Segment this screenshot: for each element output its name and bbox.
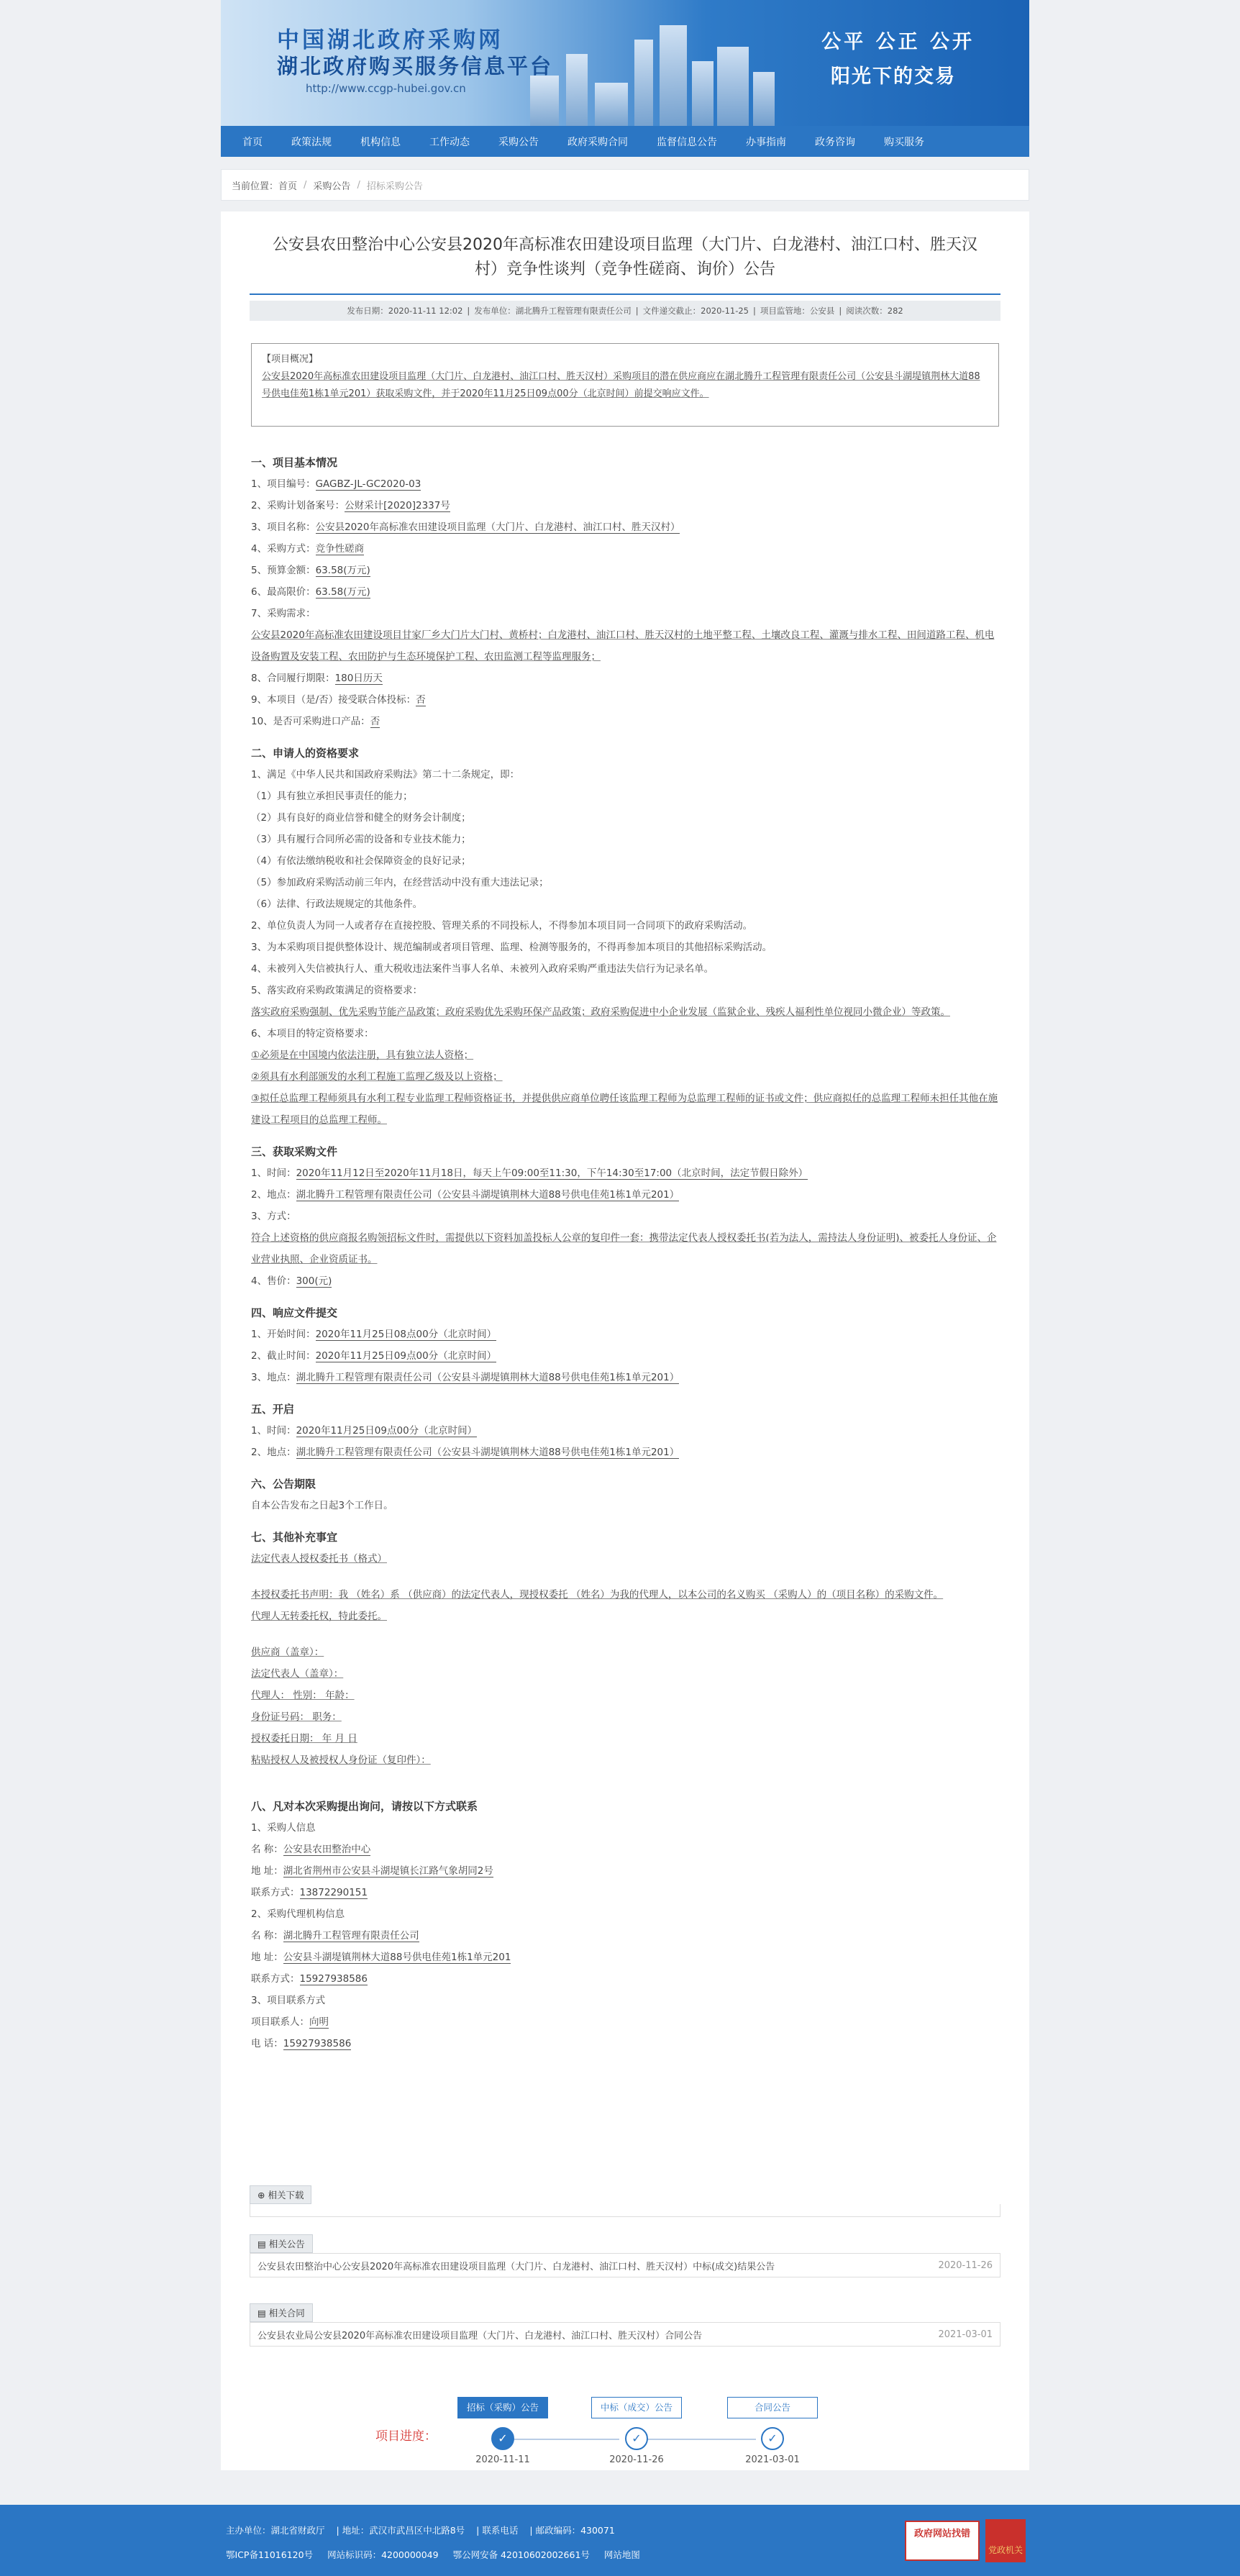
overview-title: 【项目概况】 [262, 354, 319, 365]
item-line: 10、是否可采购进口产品：否 [251, 716, 380, 727]
special-req: ②须具有水利部颁发的水利工程施工监理乙级及以上资格； [251, 1071, 503, 1083]
progress-date: 2020-11-11 [475, 2454, 530, 2465]
nav-contract[interactable]: 政府采购合同 [567, 136, 628, 148]
footer-contact-link[interactable]: 联系电话 [482, 2525, 519, 2536]
nav-supervision[interactable]: 监督信息公告 [657, 136, 717, 148]
section-heading: 七、其他补充事宜 [251, 1531, 338, 1544]
item-line: 9、本项目（是/否）接受联合体投标：否 [251, 694, 426, 706]
download-tab[interactable]: ⊕ 相关下载 [250, 2185, 311, 2204]
item-line: 代理人无转委托权，特此委托。 [251, 1611, 387, 1622]
related-contract-panel [250, 2303, 1000, 2347]
item-line: 5、预算金额：63.58(万元) [251, 565, 370, 576]
item-line: 本授权委托书声明：我 （姓名）系 （供应商）的法定代表人，现授权委托 （姓名）为我的代理人，以本公司的名义购买 （采购人）的（项目名称）的采购文件。 [251, 1589, 944, 1601]
item-line: 2、采购代理机构信息 [251, 1908, 345, 1920]
item-line: 2、地点：湖北腾升工程管理有限责任公司（公安县斗湖堤镇荆林大道88号供电佳苑1栋1单元201） [251, 1189, 680, 1201]
item-line: 联系方式：15927938586 [251, 1973, 368, 1985]
breadcrumb-current: 招标采购公告 [366, 181, 423, 192]
related-notice-panel [250, 2234, 1000, 2277]
project-overview-box [251, 343, 999, 427]
item-line: 1、项目编号：GAGBZ-JL-GC2020-03 [251, 478, 421, 490]
policy-text: 落实政府采购强制、优先采购节能产品政策；政府采购优先采购环保产品政策；政府采购促进中小企业发展（监狱企业、残疾人福利性单位视同小微企业）等政策。 [251, 1006, 950, 1018]
item-line: 法定代表人授权委托书（格式） [251, 1553, 387, 1565]
site-error-logo[interactable]: 政府网站找错 [905, 2521, 980, 2561]
meta-publisher: 发布单位：湖北腾升工程管理有限责任公司 [474, 306, 632, 316]
progress-label: 项目进度： [375, 2429, 437, 2444]
item-line: 地 址：湖北省荆州市公安县斗湖堤镇长江路气象胡同2号 [251, 1865, 493, 1877]
item-line: （3）具有履行合同所必需的设备和专业技术能力； [251, 834, 471, 845]
item-line: 2、截止时间：2020年11月25日09点00分（北京时间） [251, 1350, 497, 1362]
progress-date: 2021-03-01 [745, 2454, 800, 2465]
nav-service[interactable]: 购买服务 [884, 136, 924, 148]
item-line: 供应商（盖章）： [251, 1647, 324, 1658]
article-title: 公安县农田整治中心公安县2020年高标准农田建设项目监理（大门片、白龙港村、油江口村、胜天汉村）竞争性谈判（竞争性磋商、询价）公告 [273, 236, 977, 278]
site-url: http://www.ccgp-hubei.gov.cn [306, 82, 466, 95]
item-line: （6）法律、行政法规规定的其他条件。 [251, 898, 423, 910]
article-meta: 发布日期：2020-11-11 12:02 | 发布单位：湖北腾升工程管理有限责任公司 | 文件递交截止：2020-11-25 | 项目监管地：公安县 | 阅读次数：282 [250, 301, 1000, 321]
item-line: 1、时间：2020年11月25日09点00分（北京时间） [251, 1425, 478, 1437]
progress-line [507, 2439, 619, 2440]
site-subtitle: 湖北政府购买服务信息平台 [277, 54, 554, 78]
item-line: （1）具有独立承担民事责任的能力； [251, 791, 413, 802]
title-divider [250, 293, 1000, 295]
check-icon: ✓ [625, 2427, 648, 2450]
nav-home[interactable]: 首页 [242, 136, 263, 148]
item-line: 3、地点：湖北腾升工程管理有限责任公司（公安县斗湖堤镇荆林大道88号供电佳苑1栋1单元201） [251, 1372, 680, 1383]
download-icon: ⊕ [257, 2190, 268, 2200]
nav-guide[interactable]: 办事指南 [746, 136, 786, 148]
item-line: 身份证号码： 职务： [251, 1711, 342, 1723]
footer-address: 地址：武汉市武昌区中北路8号 [342, 2525, 465, 2536]
item-line: 6、最高限价：63.58(万元) [251, 586, 370, 598]
breadcrumb [221, 169, 1029, 201]
footer-police-link[interactable]: 鄂公网安备 42010602002661号 [452, 2549, 590, 2560]
project-progress [221, 2384, 1029, 2470]
footer-row-1: 主办单位：湖北省财政厅 | 地址：武汉市武昌区中北路8号 | 联系电话 | 邮政编码：430071 [226, 2525, 615, 2536]
section-heading: 六、公告期限 [251, 1478, 316, 1490]
main-nav [221, 126, 1029, 157]
section-heading: 二、申请人的资格要求 [251, 747, 360, 760]
item-line: 代理人： 性别： 年龄： [251, 1690, 355, 1701]
article-panel [221, 211, 1029, 2470]
breadcrumb-label: 当前位置： [232, 181, 279, 192]
section-heading: 四、响应文件提交 [251, 1306, 338, 1319]
method-text: 符合上述资格的供应商报名购领招标文件时，需提供以下资料加盖投标人公章的复印件一套：携带法定代表人授权委托书(若为法人，需持法人身份证明)、被委托人身份证、企业营业执照、企业资质证书。 [251, 1232, 997, 1265]
check-icon: ✓ [761, 2427, 784, 2450]
slogan-2: 阳光下的交易 [831, 65, 956, 88]
item-line: 名 称：湖北腾升工程管理有限责任公司 [251, 1930, 419, 1942]
breadcrumb-sep: / [304, 179, 307, 191]
item-line: 名 称：公安县农田整治中心 [251, 1844, 371, 1855]
item-line: 3、为本采购项目提供整体设计、规范编制或者项目管理、监理、检测等服务的，不得再参加本项目的其他招标采购活动。 [251, 942, 772, 953]
item-line: 授权委托日期： 年 月 日 [251, 1733, 357, 1744]
site-title: 中国湖北政府采购网 [277, 27, 503, 53]
requirement-text: 公安县2020年高标准农田建设项目甘家厂乡大门片大门村、黄桥村；白龙港村、油江口村、胜天汉村的土地平整工程、土壤改良工程、灌溉与排水工程、田间道路工程、机电设备购置及安装工程、农田防护与生态环境保护工程、农田监测工程等监理服务； [251, 629, 995, 663]
breadcrumb-notice[interactable]: 采购公告 [313, 181, 351, 192]
breadcrumb-sep: / [357, 179, 360, 191]
nav-notice[interactable]: 采购公告 [498, 136, 539, 148]
item-line: 2、采购计划备案号：公财采计[2020]2337号 [251, 500, 450, 511]
site-banner [221, 0, 1029, 126]
download-panel [250, 2185, 1000, 2217]
list-icon: ▤ [257, 2308, 269, 2318]
item-line: 1、采购人信息 [251, 1822, 316, 1834]
item-line: 5、落实政府采购政策满足的资格要求： [251, 985, 423, 996]
section-heading: 八、凡对本次采购提出询问，请按以下方式联系 [251, 1800, 478, 1813]
nav-consult[interactable]: 政务咨询 [815, 136, 855, 148]
item-line: 3、项目联系方式 [251, 1995, 326, 2006]
section-heading: 五、开启 [251, 1403, 295, 1416]
item-line: 3、方式： [251, 1211, 296, 1222]
special-req: ③拟任总监理工程师须具有水利工程专业监理工程师资格证书，并提供供应商单位聘任该监理工程师为总监理工程师的证书或文件；供应商拟任的总监理工程师未担任其他在施建设工程项目的总监理工程师。 [251, 1093, 998, 1126]
item-line: （2）具有良好的商业信誉和健全的财务会计制度； [251, 812, 471, 824]
item-line: 4、售价：300(元) [251, 1275, 332, 1287]
site-footer [0, 2505, 1240, 2576]
related-contract-item[interactable]: 公安县农业局公安县2020年高标准农田建设项目监理（大门片、白龙港村、油江口村、胜天汉村）合同公告 2021-03-01 [250, 2322, 1000, 2347]
item-line: 4、未被列入失信被执行人、重大税收违法案件当事人名单、未被列入政府采购严重违法失信行为记录名单。 [251, 963, 714, 975]
item-line: 6、本项目的特定资格要求： [251, 1028, 374, 1039]
item-line: 项目联系人：向明 [251, 2016, 329, 2028]
article-body [251, 442, 999, 2054]
footer-postcode: 邮政编码：430071 [535, 2525, 615, 2536]
item-line: 地 址：公安县斗湖堤镇荆林大道88号供电佳苑1栋1单元201 [251, 1952, 511, 1963]
footer-site-id: 网站标识码：4200000049 [327, 2549, 439, 2560]
footer-row-2 [226, 2548, 652, 2561]
breadcrumb-home[interactable]: 首页 [278, 181, 298, 192]
progress-step-award[interactable]: 中标（成交）公告 [591, 2397, 682, 2418]
footer-icp-link[interactable]: 鄂ICP备11016120号 [226, 2549, 314, 2560]
progress-step-tender[interactable]: 招标（采购）公告 [457, 2397, 548, 2418]
item-line: 联系方式：13872290151 [251, 1887, 368, 1898]
related-notice-item[interactable]: 公安县农田整治中心公安县2020年高标准农田建设项目监理（大门片、白龙港村、油江口村、胜天汉村）中标(成交)结果公告 2020-11-26 [250, 2253, 1000, 2277]
item-line: （4）有依法缴纳税收和社会保障资金的良好记录； [251, 855, 471, 867]
item-line: （5）参加政府采购活动前三年内，在经营活动中没有重大违法记录； [251, 877, 549, 888]
item-line: 8、合同履行期限：180日历天 [251, 673, 383, 684]
item-line: 粘贴授权人及被授权人身份证（复印件）： [251, 1754, 431, 1766]
item-line: 法定代表人（盖章）： [251, 1668, 344, 1680]
overview-text: 公安县2020年高标准农田建设项目监理（大门片、白龙港村、油江口村、胜天汉村）采购项目的潜在供应商应在湖北腾升工程管理有限责任公司（公安县斗湖堤镇荆林大道88号供电佳苑1栋1单元201）获取采购文件，并于2020年11月25日09点00分（北京时间）前提交响应文件。 [262, 371, 980, 399]
item-line: 2、单位负责人为同一人或者存在直接控股、管理关系的不同投标人，不得参加本项目同一合同项下的政府采购活动。 [251, 920, 753, 932]
slogan-1: 公平 公正 公开 [821, 31, 975, 53]
nav-org[interactable]: 机构信息 [360, 136, 401, 148]
meta-deadline: 文件递交截止：2020-11-25 [642, 306, 749, 316]
nav-news[interactable]: 工作动态 [429, 136, 470, 148]
item-line: 4、采购方式：竞争性磋商 [251, 543, 365, 555]
item-line: 1、时间：2020年11月12日至2020年11月18日，每天上午09:00至11:30，下午14:30至17:00（北京时间，法定节假日除外） [251, 1168, 808, 1179]
progress-line [644, 2439, 756, 2440]
progress-step-contract[interactable]: 合同公告 [727, 2397, 818, 2418]
list-icon: ▤ [257, 2239, 269, 2249]
footer-host: 主办单位：湖北省财政厅 [226, 2525, 325, 2536]
item-line: 2、地点：湖北腾升工程管理有限责任公司（公安县斗湖堤镇荆林大道88号供电佳苑1栋1单元201） [251, 1447, 680, 1458]
item-line: 1、开始时间：2020年11月25日08点00分（北京时间） [251, 1329, 497, 1340]
party-gov-logo[interactable]: 党政机关 [985, 2519, 1026, 2562]
footer-sitemap-link[interactable]: 网站地图 [603, 2549, 640, 2560]
item-line: 电 话：15927938586 [251, 2038, 352, 2049]
meta-region: 项目监管地：公安县 [760, 306, 835, 316]
nav-policy[interactable]: 政策法规 [291, 136, 332, 148]
item-line: 1、满足《中华人民共和国政府采购法》第二十二条规定，即： [251, 769, 520, 780]
item-line: 7、采购需求： [251, 608, 316, 619]
related-tab: ▤ 相关公告 [250, 2234, 313, 2253]
contract-tab: ▤ 相关合同 [250, 2303, 313, 2322]
item-line: 3、项目名称：公安县2020年高标准农田建设项目监理（大门片、白龙港村、油江口村、胜天汉村） [251, 522, 680, 533]
section-heading: 一、项目基本情况 [251, 456, 338, 469]
meta-date: 发布日期：2020-11-11 12:02 [347, 306, 463, 316]
check-icon: ✓ [491, 2427, 514, 2450]
progress-date: 2020-11-26 [609, 2454, 664, 2465]
special-req: ①必须是在中国境内依法注册，具有独立法人资格； [251, 1050, 474, 1061]
item-line: 自本公告发布之日起3个工作日。 [251, 1500, 393, 1511]
meta-views: 阅读次数：282 [846, 306, 903, 316]
section-heading: 三、获取采购文件 [251, 1145, 338, 1158]
